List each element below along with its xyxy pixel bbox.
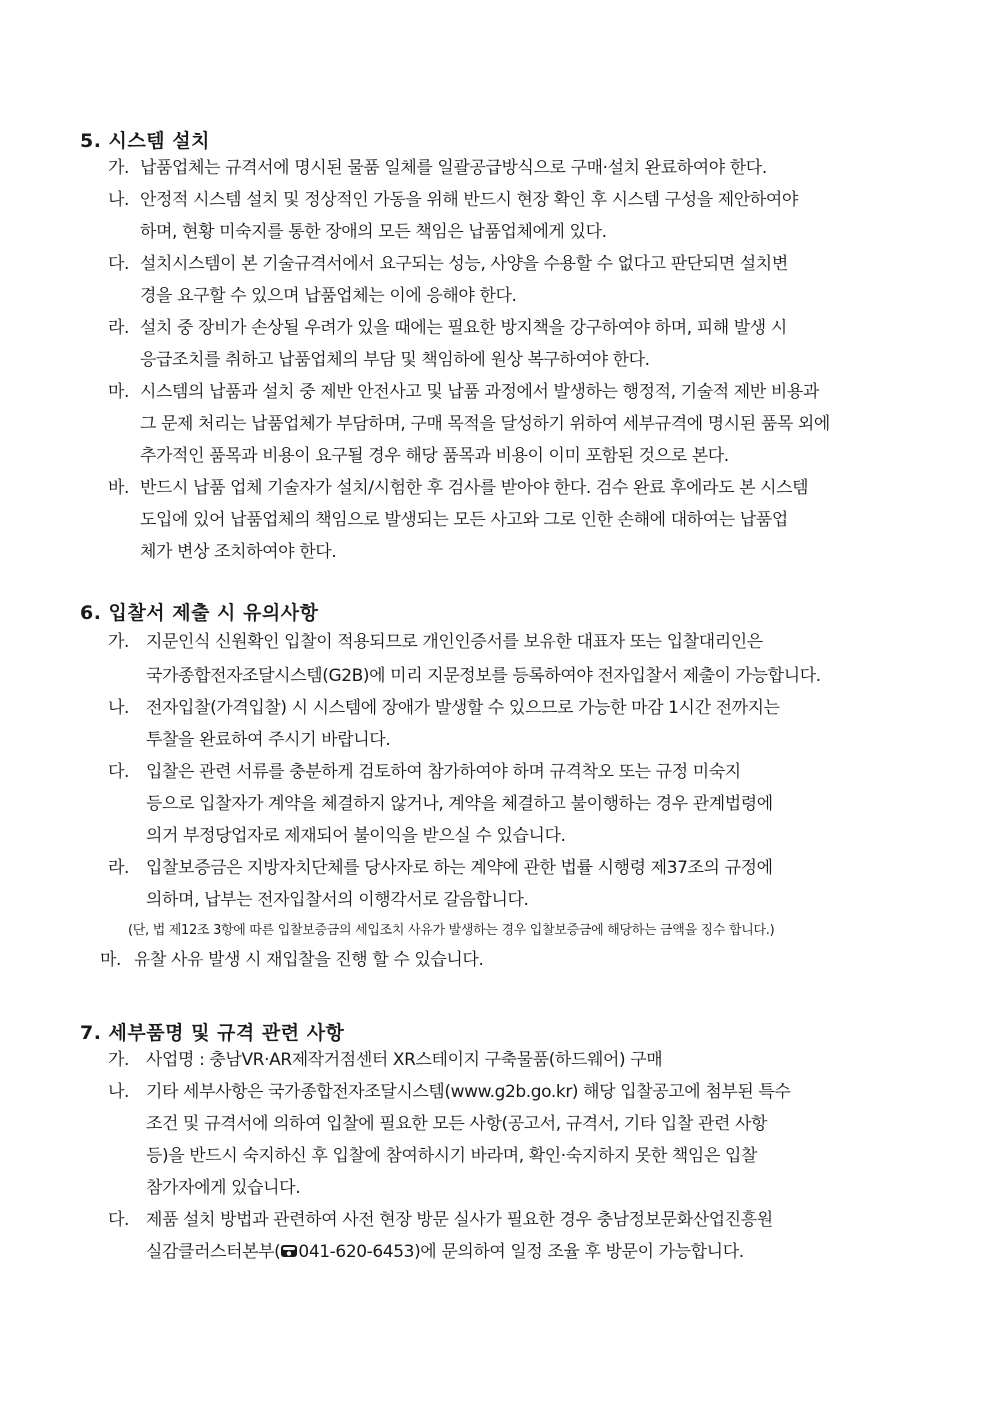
s5-da-marker: 다. xyxy=(108,254,130,274)
s6-ma-marker: 마. xyxy=(100,950,122,970)
s5-ma-line-1: 시스템의 납품과 설치 중 제반 안전사고 및 납품 과정에서 발생하는 행정적, 기술적 제반 비용과 xyxy=(140,382,819,402)
s5-ra-line-1: 설치 중 장비가 손상될 우려가 있을 때에는 필요한 방지책을 강구하여야 하며, 피해 발생 시 xyxy=(140,318,787,338)
s6-da-line-1: 입찰은 관련 서류를 충분하게 검토하여 참가하여야 하며 규격착오 또는 규정 미숙지 xyxy=(146,762,741,782)
s6-ga-line-1: 지문인식 신원확인 입찰이 적용되므로 개인인증서를 보유한 대표자 또는 입찰대리인은 xyxy=(146,632,763,652)
s6-deposit-note: (단, 법 제12조 3항에 따른 입찰보증금의 세입조치 사유가 발생하는 경우 입찰보증금에 해당하는 금액을 징수 합니다.) xyxy=(128,923,775,938)
s5-ba-line-3: 체가 변상 조치하여야 한다. xyxy=(140,542,337,562)
section-7-heading: 7. 세부품명 및 규격 관련 사항 xyxy=(80,1022,345,1044)
s7-ga-marker: 가. xyxy=(108,1050,130,1070)
contact-dept-text: 실감클러스터본부( xyxy=(146,1242,281,1262)
s5-ba-line-1: 반드시 납품 업체 기술자가 설치/시험한 후 검사를 받아야 한다. 검수 완료 후에라도 본 시스템 xyxy=(140,478,809,498)
s5-na-line-1: 안정적 시스템 설치 및 정상적인 가동을 위해 반드시 현장 확인 후 시스템 구성을 제안하여야 xyxy=(140,190,798,210)
s7-na-line-2: 조건 및 규격서에 의하여 입찰에 필요한 모든 사항(공고서, 규격서, 기타 입찰 관련 사항 xyxy=(146,1114,768,1134)
s7-da-marker: 다. xyxy=(108,1210,130,1230)
s5-da-line-2: 경을 요구할 수 있으며 납품업체는 이에 응해야 한다. xyxy=(140,286,517,306)
s7-na-line-1: 기타 세부사항은 국가종합전자조달시스템(www.g2b.go.kr) 해당 입찰공고에 첨부된 특수 xyxy=(146,1082,791,1102)
s6-ga-line-2: 국가종합전자조달시스템(G2B)에 미리 지문정보를 등록하여야 전자입찰서 제출이 가능합니다. xyxy=(146,666,821,686)
s7-da-line-2 xyxy=(146,1242,744,1262)
s6-ma-line-1: 유찰 사유 발생 시 재입찰을 진행 할 수 있습니다. xyxy=(134,950,484,970)
contact-instruction-text: )에 문의하여 일정 조율 후 방문이 가능합니다. xyxy=(414,1242,744,1262)
s5-ra-line-2: 응급조치를 취하고 납품업체의 부담 및 책임하에 원상 복구하여야 한다. xyxy=(140,350,650,370)
s7-na-marker: 나. xyxy=(108,1082,130,1102)
s7-da-line-1: 제품 설치 방법과 관련하여 사전 현장 방문 실사가 필요한 경우 충남정보문화산업진흥원 xyxy=(146,1210,773,1230)
s5-ba-marker: 바. xyxy=(108,478,130,498)
s7-na-line-4: 참가자에게 있습니다. xyxy=(146,1178,301,1198)
s6-da-line-2: 등으로 입찰자가 계약을 체결하지 않거나, 계약을 체결하고 불이행하는 경우 관계법령에 xyxy=(146,794,773,814)
s5-ga-marker: 가. xyxy=(108,158,130,178)
telephone-icon xyxy=(280,1244,298,1258)
s5-ba-line-2: 도입에 있어 납품업체의 책임으로 발생되는 모든 사고와 그로 인한 손해에 대하여는 납품업 xyxy=(140,510,788,530)
s7-na-line-3: 등)을 반드시 숙지하신 후 입찰에 참여하시기 바라며, 확인·숙지하지 못한 책임은 입찰 xyxy=(146,1146,758,1166)
s5-ga-line-1: 납품업체는 규격서에 명시된 물품 일체를 일괄공급방식으로 구매·설치 완료하여야 한다. xyxy=(140,158,767,178)
s5-da-line-1: 설치시스템이 본 기술규격서에서 요구되는 성능, 사양을 수용할 수 없다고 판단되면 설치변 xyxy=(140,254,788,274)
s6-na-line-1: 전자입찰(가격입찰) 시 시스템에 장애가 발생할 수 있으므로 가능한 마감 1시간 전까지는 xyxy=(146,698,780,718)
s6-ra-line-2: 의하며, 납부는 전자입찰서의 이행각서로 갈음합니다. xyxy=(146,890,529,910)
s5-ma-marker: 마. xyxy=(108,382,130,402)
section-6-heading: 6. 입찰서 제출 시 유의사항 xyxy=(80,602,319,624)
s7-ga-line-1: 사업명 : 충남VR·AR제작거점센터 XR스테이지 구축물품(하드웨어) 구매 xyxy=(146,1050,663,1070)
s5-ma-line-2: 그 문제 처리는 납품업체가 부담하며, 구매 목적을 달성하기 위하여 세부규격에 명시된 품목 외에 xyxy=(140,414,830,434)
contact-phone-number: 041-620-6453 xyxy=(298,1242,415,1262)
section-5-heading: 5. 시스템 설치 xyxy=(80,130,210,152)
s5-ma-line-3: 추가적인 품목과 비용이 요구될 경우 해당 품목과 비용이 이미 포함된 것으로 본다. xyxy=(140,446,729,466)
s6-na-marker: 나. xyxy=(108,698,130,718)
s6-da-marker: 다. xyxy=(108,762,130,782)
s5-na-line-2: 하며, 현황 미숙지를 통한 장애의 모든 책임은 납품업체에게 있다. xyxy=(140,222,607,242)
s6-ra-line-1: 입찰보증금은 지방자치단체를 당사자로 하는 계약에 관한 법률 시행령 제37조의 규정에 xyxy=(146,858,773,878)
s5-ra-marker: 라. xyxy=(108,318,130,338)
s6-ra-marker: 라. xyxy=(108,858,130,878)
s6-da-line-3: 의거 부정당업자로 제재되어 불이익을 받으실 수 있습니다. xyxy=(146,826,566,846)
s6-na-line-2: 투찰을 완료하여 주시기 바랍니다. xyxy=(146,730,391,750)
s6-ga-marker: 가. xyxy=(108,632,130,652)
s5-na-marker: 나. xyxy=(108,190,130,210)
